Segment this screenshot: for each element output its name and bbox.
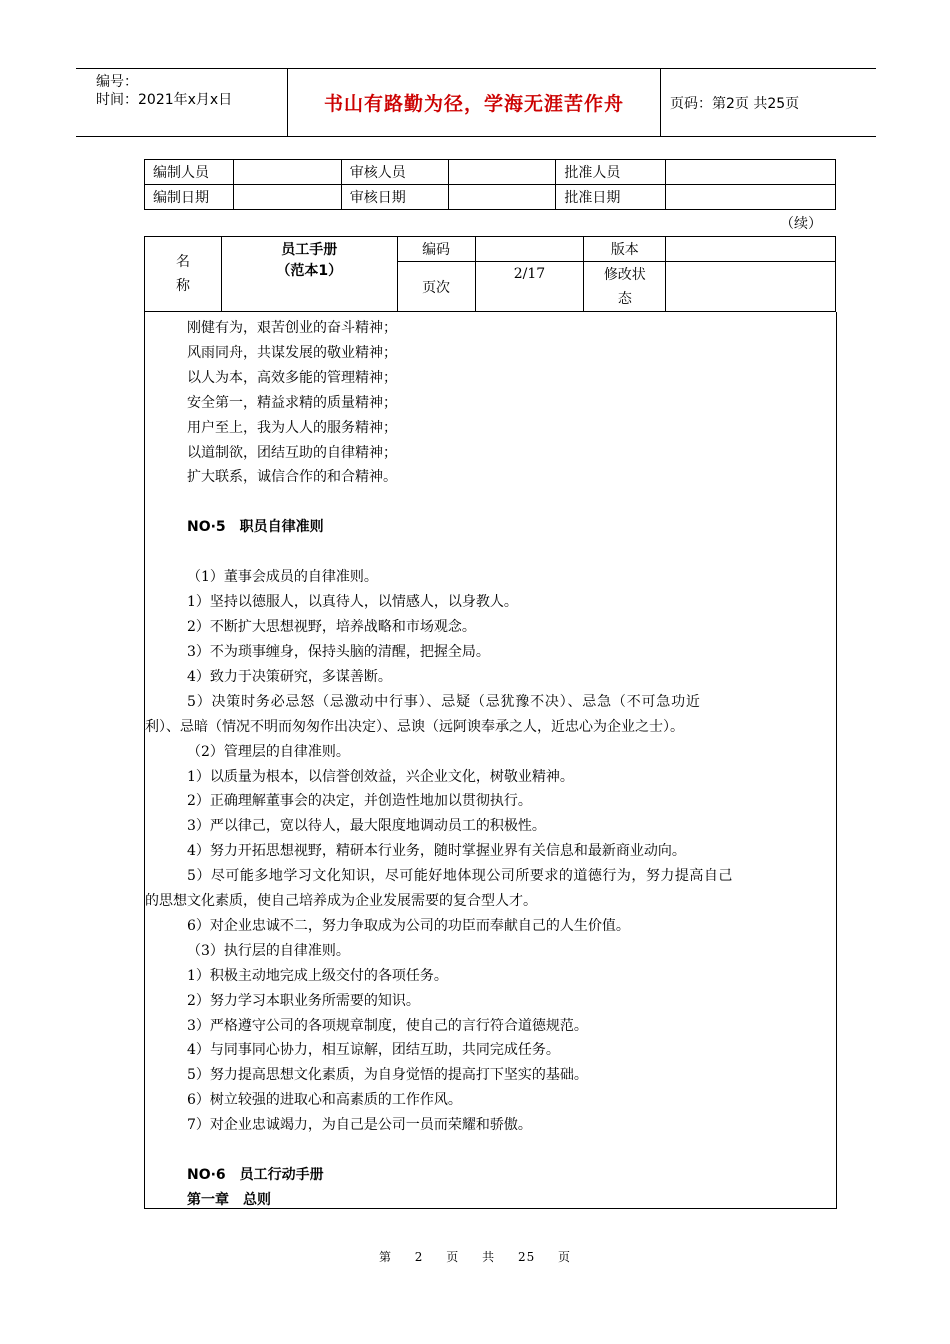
version-label: 版本 — [584, 237, 666, 262]
doc-title: 员工手册 （范本1） — [221, 237, 397, 312]
list-item-continuation: 的思想文化素质，使自己培养成为企业发展需要的复合型人才。 — [145, 893, 537, 910]
status-label: 修改状 态 — [584, 262, 666, 312]
approval-row — [145, 185, 836, 210]
approval-row — [145, 160, 836, 185]
page-header — [76, 68, 876, 137]
page-footer — [0, 1248, 950, 1265]
list-item: 1）坚持以德服人，以真待人，以情感人，以身教人。 — [187, 594, 518, 611]
list-item: 2）努力学习本职业务所需要的知识。 — [187, 992, 420, 1009]
compile-date-label: 编制日期 — [145, 185, 234, 210]
time-label: 时间：2021年x月x日 — [96, 92, 233, 108]
code-label: 编码 — [397, 237, 475, 262]
section-heading: NO·6 员工行动手册 — [187, 1167, 324, 1184]
list-item: 5）决策时务必忌怒（忌激动中行事）、忌疑（忌犹豫不决）、忌急（不可急功近 — [187, 693, 701, 710]
header-page-info: 页码：第2页 共25页 — [670, 96, 800, 112]
list-item: 4）努力开拓思想视野，精研本行业务，随时掌握业界有关信息和最新商业动向。 — [187, 843, 686, 860]
footer-di: 第 — [378, 1250, 392, 1264]
list-item: 3）严以律己，宽以待人，最大限度地调动员工的积极性。 — [187, 818, 546, 835]
list-item: 2）正确理解董事会的决定，并创造性地加以贯彻执行。 — [187, 793, 532, 810]
footer-page-number: 2 — [414, 1250, 424, 1264]
header-motto: 书山有路勤为径，学海无涯苦作舟 — [323, 93, 624, 115]
footer-ye: 页 — [446, 1250, 460, 1264]
list-item-continuation: 利）、忌暗（情况不明而匆匆作出决定）、忌谀（远阿谀奉承之人，近忠心为企业之士）。 — [145, 718, 684, 735]
spirit-list — [187, 316, 830, 490]
list-item: 1）积极主动地完成上级交付的各项任务。 — [187, 967, 448, 984]
reviewer-label: 审核人员 — [341, 160, 448, 185]
footer-gong: 共 — [482, 1250, 496, 1264]
spirit-item: 安全第一，精益求精的质量精神； — [187, 394, 397, 411]
header-divider — [660, 69, 661, 136]
compile-date-value — [233, 185, 341, 210]
review-date-value — [448, 185, 556, 210]
subsection-title: （1）董事会成员的自律准则。 — [187, 569, 378, 586]
chapter-heading: 第一章 总则 — [187, 1192, 271, 1208]
page-value: 2/17 — [475, 262, 584, 312]
list-item: 2）不断扩大思想视野，培养战略和市场观念。 — [187, 619, 476, 636]
content-body — [145, 316, 830, 1213]
spirit-item: 刚健有为，艰苦创业的奋斗精神； — [187, 320, 397, 336]
approval-table — [144, 159, 836, 210]
subsection-title: （2）管理层的自律准则。 — [187, 743, 350, 760]
doc-info-table — [144, 236, 836, 312]
reviewer-value — [448, 160, 556, 185]
spirit-item: 用户至上，我为人人的服务精神； — [187, 419, 397, 436]
list-item: 6）对企业忠诚不二，努力争取成为公司的功臣而奉献自己的人生价值。 — [187, 917, 630, 934]
code-value — [475, 237, 584, 262]
content-frame — [144, 312, 837, 1209]
spirit-item: 以人为本，高效多能的管理精神； — [187, 369, 397, 386]
spirit-item: 扩大联系，诚信合作的和合精神。 — [187, 469, 397, 486]
spirit-item: 以道制欲，团结互助的自律精神； — [187, 444, 397, 461]
footer-ye2: 页 — [558, 1250, 572, 1264]
continued-mark: （续） — [780, 216, 822, 232]
footer-total-pages: 25 — [517, 1250, 536, 1264]
info-row — [145, 237, 836, 262]
list-item: 6）树立较强的进取心和高素质的工作作风。 — [187, 1092, 462, 1109]
number-label: 编号： — [96, 74, 138, 90]
header-meta — [96, 73, 232, 109]
review-date-label: 审核日期 — [341, 185, 448, 210]
subsection-title: （3）执行层的自律准则。 — [187, 942, 350, 959]
compiler-label: 编制人员 — [145, 160, 234, 185]
list-item: 5）努力提高思想文化素质，为自身觉悟的提高打下坚实的基础。 — [187, 1067, 588, 1084]
list-item: 3）严格遵守公司的各项规章制度，使自己的言行符合道德规范。 — [187, 1017, 588, 1034]
approver-value — [666, 160, 836, 185]
version-value — [666, 237, 836, 262]
compiler-value — [233, 160, 341, 185]
page-label: 页次 — [397, 262, 475, 312]
list-item: 4）与同事同心协力，相互谅解，团结互助，共同完成任务。 — [187, 1042, 560, 1059]
section-heading: NO·5 职员自律准则 — [187, 519, 324, 536]
approver-label: 批准人员 — [556, 160, 666, 185]
list-item: 7）对企业忠诚竭力，为自己是公司一员而荣耀和骄傲。 — [187, 1117, 532, 1134]
list-item: 1）以质量为根本，以信誉创效益，兴企业文化，树敬业精神。 — [187, 768, 574, 785]
list-item: 3）不为琐事缠身，保持头脑的清醒，把握全局。 — [187, 643, 490, 660]
list-item: 5）尽可能多地学习文化知识，尽可能好地体现公司所要求的道德行为，努力提高自己 — [187, 868, 733, 885]
name-label: 名 称 — [145, 237, 222, 312]
spirit-item: 风雨同舟，共谋发展的敬业精神； — [187, 344, 397, 361]
approve-date-value — [666, 185, 836, 210]
list-item: 4）致力于决策研究，多谋善断。 — [187, 668, 392, 685]
approve-date-label: 批准日期 — [556, 185, 666, 210]
status-value — [666, 262, 836, 312]
